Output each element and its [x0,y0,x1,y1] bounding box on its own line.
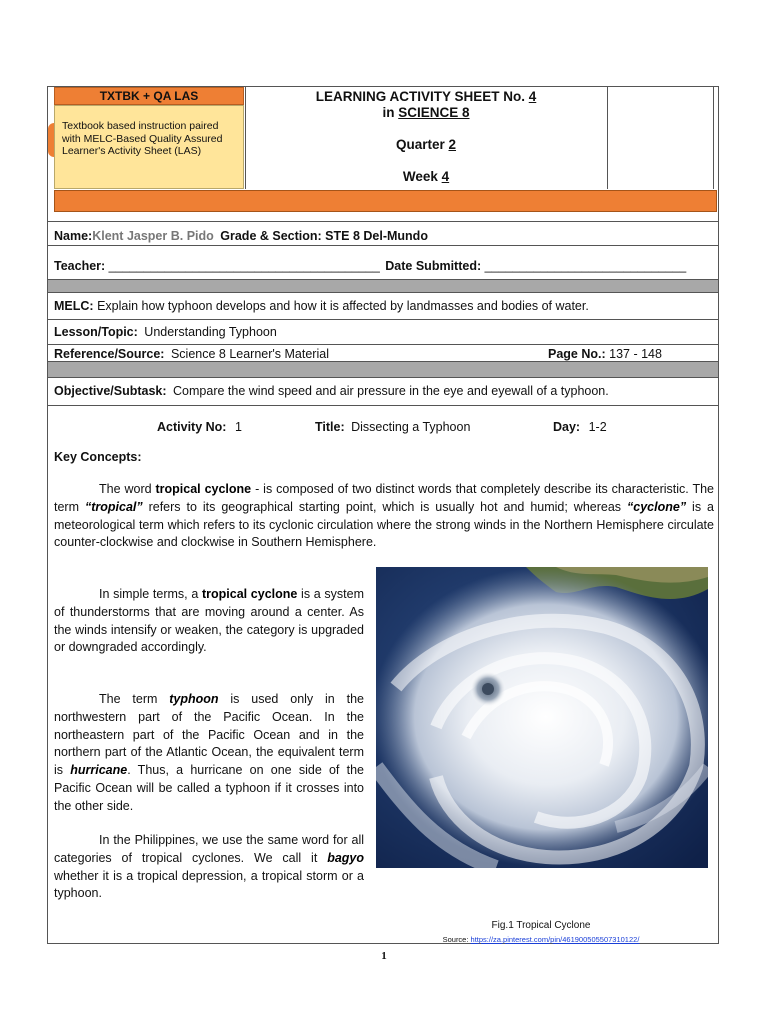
activity-title-value: Dissecting a Typhoon [351,420,471,434]
day-value: 1-2 [588,420,607,434]
subject: SCIENCE 8 [398,105,470,120]
lesson-row [48,319,718,344]
melc-value: Explain how typhoon develops and how it is affected by landmasses and bodies of water. [97,299,589,313]
grey-divider-1 [48,279,718,292]
activity-no-label: Activity No: [157,420,227,434]
activity-sheet [47,86,719,944]
teacher-field[interactable]: _______________________________________ [108,259,380,273]
figure-source: Source: https://za.pinterest.com/pin/461900505507310122/ [442,935,640,944]
day-label: Day: [553,420,581,434]
sheet-title: LEARNING ACTIVITY SHEET No. 4 [315,89,537,104]
activity-title-label: Title: [315,420,345,434]
name-row [48,221,718,245]
grey-divider-2 [48,361,718,377]
badge-title: TXTBK + QA LAS [54,87,244,105]
name-label: Name: [54,229,93,243]
paragraph-2: In simple terms, a tropical cyclone is a system of thunderstorms that are moving around a center. As the winds intensify or weaken, the category is upgraded or downgraded accordingly. [54,587,364,655]
grade-label: Grade & Section: [220,229,322,243]
sheet-header [48,87,718,213]
week: 4 [441,169,450,184]
paragraph-4: In the Philippines, we use the same word for all categories of tropical cyclones. We call it bagyo whether it is a tropical depression, a tropical storm or a typhoon. [54,833,364,901]
activity-row [48,405,718,455]
lesson-value: Understanding Typhoon [144,325,277,339]
paragraph-1: The word tropical cyclone - is composed of two distinct words that completely describe its characteristic. The term “tropical” refers to its geographical starting point, which is usually hot and humid; whereas “cyclone” is a meteorological term which refers to its cyclonic circulation where the strong winds in the Northern Hemisphere circulate counter-clockwise and clockwise in Southern Hemisphere. [54,482,714,550]
objective-row [48,377,718,405]
paragraph-3: The term typhoon is used only in the northwestern part of the Pacific Ocean. In the northeastern part of the Pacific Ocean and in the northern part of the Atlantic Ocean, the equivalent term is hurricane. Thus, a hurricane on one side of the Pacific Ocean will be called a typhoon if it crosses into the other side. [54,692,364,813]
date-label: Date Submitted: [385,259,482,273]
figure-caption: Fig.1 Tropical Cyclone [491,920,591,931]
lesson-label: Lesson/Topic: [54,325,138,339]
quarter: 2 [448,137,457,152]
reference-row [48,344,718,361]
page-number: 1 [381,950,387,962]
header-orange-bar [54,190,717,212]
tropical-cyclone-image [376,567,708,868]
teacher-label: Teacher: [54,259,106,273]
objective-label: Objective/Subtask: [54,384,167,398]
name-value[interactable]: Klent Jasper B. Pido [92,229,214,243]
reference-value: Science 8 Learner's Material [170,347,329,361]
quarter-line: Quarter 2 [395,137,457,152]
objective-value: Compare the wind speed and air pressure in the eye and eyewall of a typhoon. [173,384,609,398]
date-field[interactable]: _____________________________ [484,259,687,273]
badge-description: Textbook based instruction paired with MELC-Based Quality Assured Learner's Activity Sheet (LAS) [54,105,244,189]
reference-label: Reference/Source: [54,347,165,361]
sheet-number: 4 [528,89,537,104]
teacher-row [48,245,718,279]
activity-no-value: 1 [234,420,242,434]
key-concepts-heading: Key Concepts: [54,450,142,464]
week-line: Week 4 [402,169,450,184]
melc-row [48,292,718,319]
page-no-label: Page No.: [548,347,606,361]
grade-value[interactable]: STE 8 Del-Mundo [325,229,428,243]
subject-line: in SCIENCE 8 [382,105,470,120]
melc-label: MELC: [54,299,94,313]
figure-source-link[interactable]: https://za.pinterest.com/pin/461900505507310122/ [470,935,640,944]
sheet-title-block [246,87,606,189]
page-no-value: 137 - 148 [609,347,662,361]
